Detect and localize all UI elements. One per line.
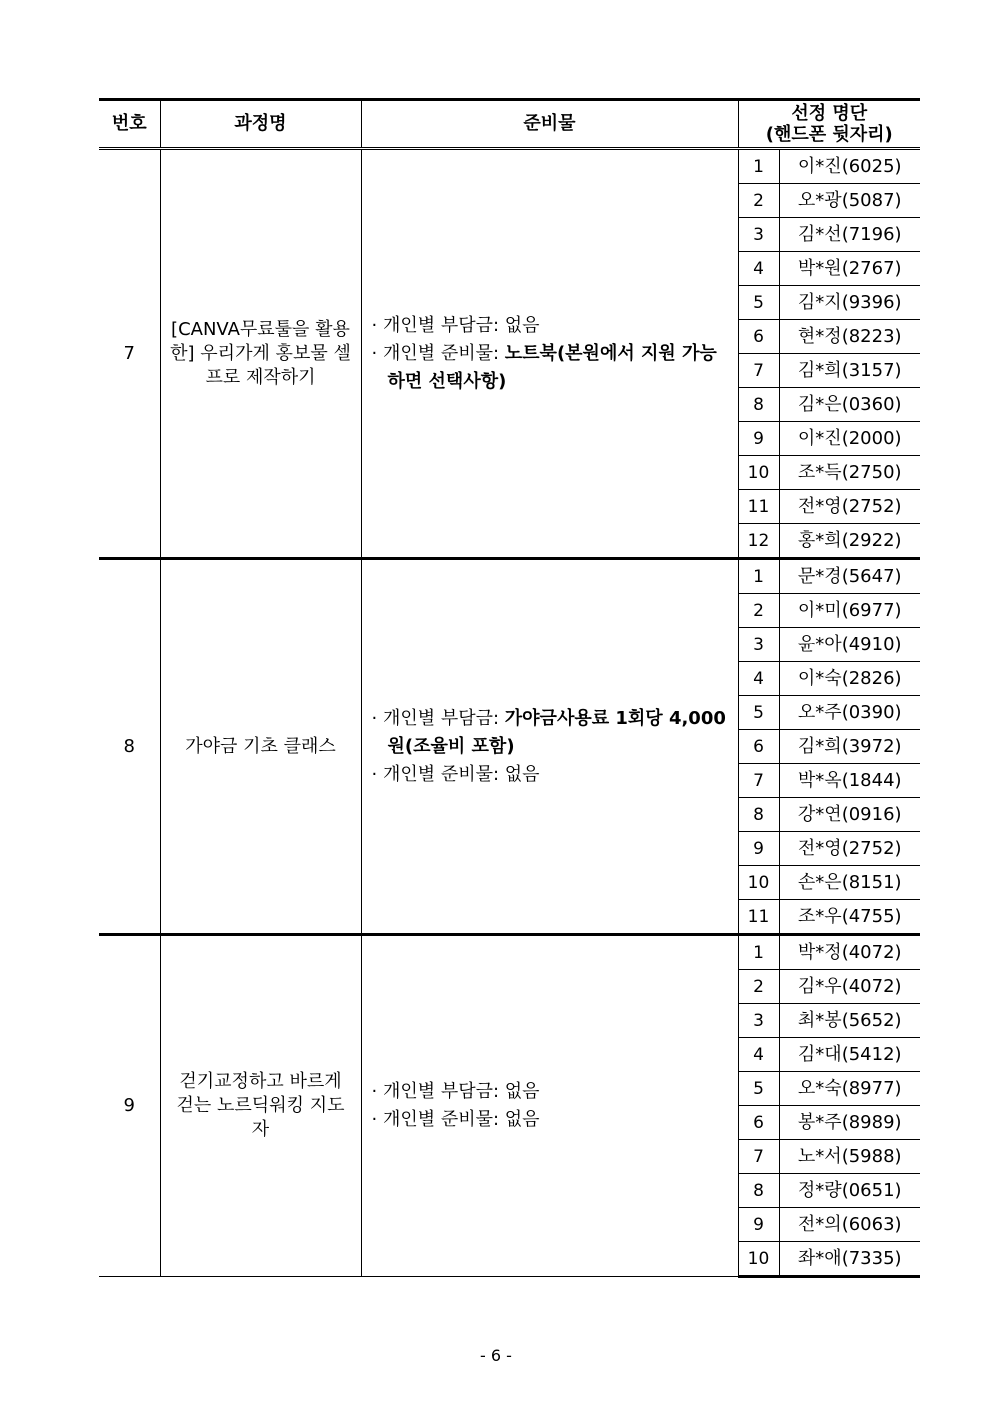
- selectee-name: 이*미(6977): [779, 594, 920, 628]
- prep-bold-text: 가야금사용료 1회당 4,000원(조율비 포함): [387, 707, 726, 757]
- selectee-name: 최*봉(5652): [779, 1004, 920, 1038]
- selectee-index: 10: [738, 456, 779, 490]
- selectee-name: 전*의(6063): [779, 1208, 920, 1242]
- header-number: 번호: [99, 100, 160, 149]
- selectee-name: 현*정(8223): [779, 320, 920, 354]
- selectee-name: 오*주(0390): [779, 696, 920, 730]
- selectee-index: 3: [738, 1004, 779, 1038]
- prep-item: [372, 340, 730, 396]
- table-body: [99, 149, 920, 1277]
- table-row: [99, 559, 920, 594]
- preparation-cell: [361, 935, 738, 1277]
- selectee-name: 김*희(3157): [779, 354, 920, 388]
- course-number: 9: [99, 935, 160, 1277]
- table-header-row: [99, 100, 920, 149]
- prep-item: [372, 705, 730, 761]
- selectee-name: 봉*주(8989): [779, 1106, 920, 1140]
- selectee-index: 4: [738, 662, 779, 696]
- selectee-index: 8: [738, 798, 779, 832]
- selectee-index: 1: [738, 559, 779, 594]
- prep-text: · 개인별 부담금:: [371, 707, 505, 729]
- selectee-name: 김*선(7196): [779, 218, 920, 252]
- selectee-index: 10: [738, 1242, 779, 1277]
- selectee-name: 손*은(8151): [779, 866, 920, 900]
- selectee-index: 9: [738, 1208, 779, 1242]
- selectee-name: 김*은(0360): [779, 388, 920, 422]
- selectee-name: 전*영(2752): [779, 832, 920, 866]
- selectee-name: 김*우(4072): [779, 970, 920, 1004]
- selectee-name: 전*영(2752): [779, 490, 920, 524]
- selectee-name: 김*지(9396): [779, 286, 920, 320]
- prep-text: · 개인별 부담금: 없음: [371, 314, 540, 336]
- selectee-index: 1: [738, 149, 779, 184]
- prep-item: [372, 1106, 730, 1134]
- selection-table: [99, 98, 920, 1278]
- selectee-name: 좌*애(7335): [779, 1242, 920, 1277]
- course-number: 7: [99, 149, 160, 559]
- selectee-index: 2: [738, 184, 779, 218]
- preparation-cell: [361, 559, 738, 935]
- page-number: - 6 -: [480, 1346, 512, 1365]
- selectee-name: 이*숙(2826): [779, 662, 920, 696]
- selectee-index: 5: [738, 286, 779, 320]
- selectee-index: 1: [738, 935, 779, 970]
- selectee-name: 조*우(4755): [779, 900, 920, 935]
- selectee-name: 홍*희(2922): [779, 524, 920, 559]
- table-row: [99, 149, 920, 184]
- selectee-name: 정*량(0651): [779, 1174, 920, 1208]
- prep-bold-text: 노트북(본원에서 지원 가능하면 선택사항): [387, 342, 717, 392]
- selectee-index: 5: [738, 1072, 779, 1106]
- selectee-index: 7: [738, 764, 779, 798]
- course-number: 8: [99, 559, 160, 935]
- selectee-index: 8: [738, 388, 779, 422]
- prep-text: · 개인별 준비물:: [371, 342, 505, 364]
- selectee-name: 박*옥(1844): [779, 764, 920, 798]
- selectee-name: 강*연(0916): [779, 798, 920, 832]
- selectee-index: 8: [738, 1174, 779, 1208]
- prep-item: [372, 761, 730, 789]
- selectee-index: 9: [738, 422, 779, 456]
- selectee-name: 오*광(5087): [779, 184, 920, 218]
- selectee-index: 7: [738, 354, 779, 388]
- table-row: [99, 935, 920, 970]
- selectee-name: 오*숙(8977): [779, 1072, 920, 1106]
- course-name: [CANVA무료툴을 활용한] 우리가게 홍보물 셀프로 제작하기: [160, 149, 361, 559]
- selectee-name: 이*진(2000): [779, 422, 920, 456]
- selectee-index: 5: [738, 696, 779, 730]
- prep-item: [372, 1078, 730, 1106]
- selectee-index: 6: [738, 1106, 779, 1140]
- selectee-name: 박*정(4072): [779, 935, 920, 970]
- prep-text: · 개인별 준비물: 없음: [371, 763, 540, 785]
- selectee-name: 김*대(5412): [779, 1038, 920, 1072]
- prep-text: · 개인별 부담금: 없음: [371, 1081, 540, 1102]
- selectee-index: 2: [738, 594, 779, 628]
- header-list-line1: 선정 명단: [791, 103, 868, 124]
- header-list-line2: (핸드폰 뒷자리): [765, 124, 893, 145]
- preparation-cell: [361, 149, 738, 559]
- selectee-index: 3: [738, 628, 779, 662]
- selectee-index: 9: [738, 832, 779, 866]
- selectee-name: 윤*아(4910): [779, 628, 920, 662]
- selectee-name: 문*경(5647): [779, 559, 920, 594]
- header-selection-list: [738, 100, 920, 149]
- selectee-index: 11: [738, 490, 779, 524]
- header-course: 과정명: [160, 100, 361, 149]
- selectee-index: 6: [738, 730, 779, 764]
- selectee-index: 4: [738, 1038, 779, 1072]
- selectee-name: 조*득(2750): [779, 456, 920, 490]
- prep-item: [372, 312, 730, 340]
- selectee-index: 3: [738, 218, 779, 252]
- course-name: 걷기교정하고 바르게 걷는 노르딕워킹 지도자: [160, 935, 361, 1277]
- prep-text: · 개인별 준비물: 없음: [371, 1109, 540, 1130]
- selectee-index: 2: [738, 970, 779, 1004]
- selectee-name: 박*원(2767): [779, 252, 920, 286]
- selectee-index: 7: [738, 1140, 779, 1174]
- selectee-index: 11: [738, 900, 779, 935]
- course-name: 가야금 기초 클래스: [160, 559, 361, 935]
- selectee-index: 10: [738, 866, 779, 900]
- selectee-index: 4: [738, 252, 779, 286]
- selectee-name: 김*희(3972): [779, 730, 920, 764]
- selectee-name: 이*진(6025): [779, 149, 920, 184]
- selectee-name: 노*서(5988): [779, 1140, 920, 1174]
- selectee-index: 6: [738, 320, 779, 354]
- header-prep: 준비물: [361, 100, 738, 149]
- selectee-index: 12: [738, 524, 779, 559]
